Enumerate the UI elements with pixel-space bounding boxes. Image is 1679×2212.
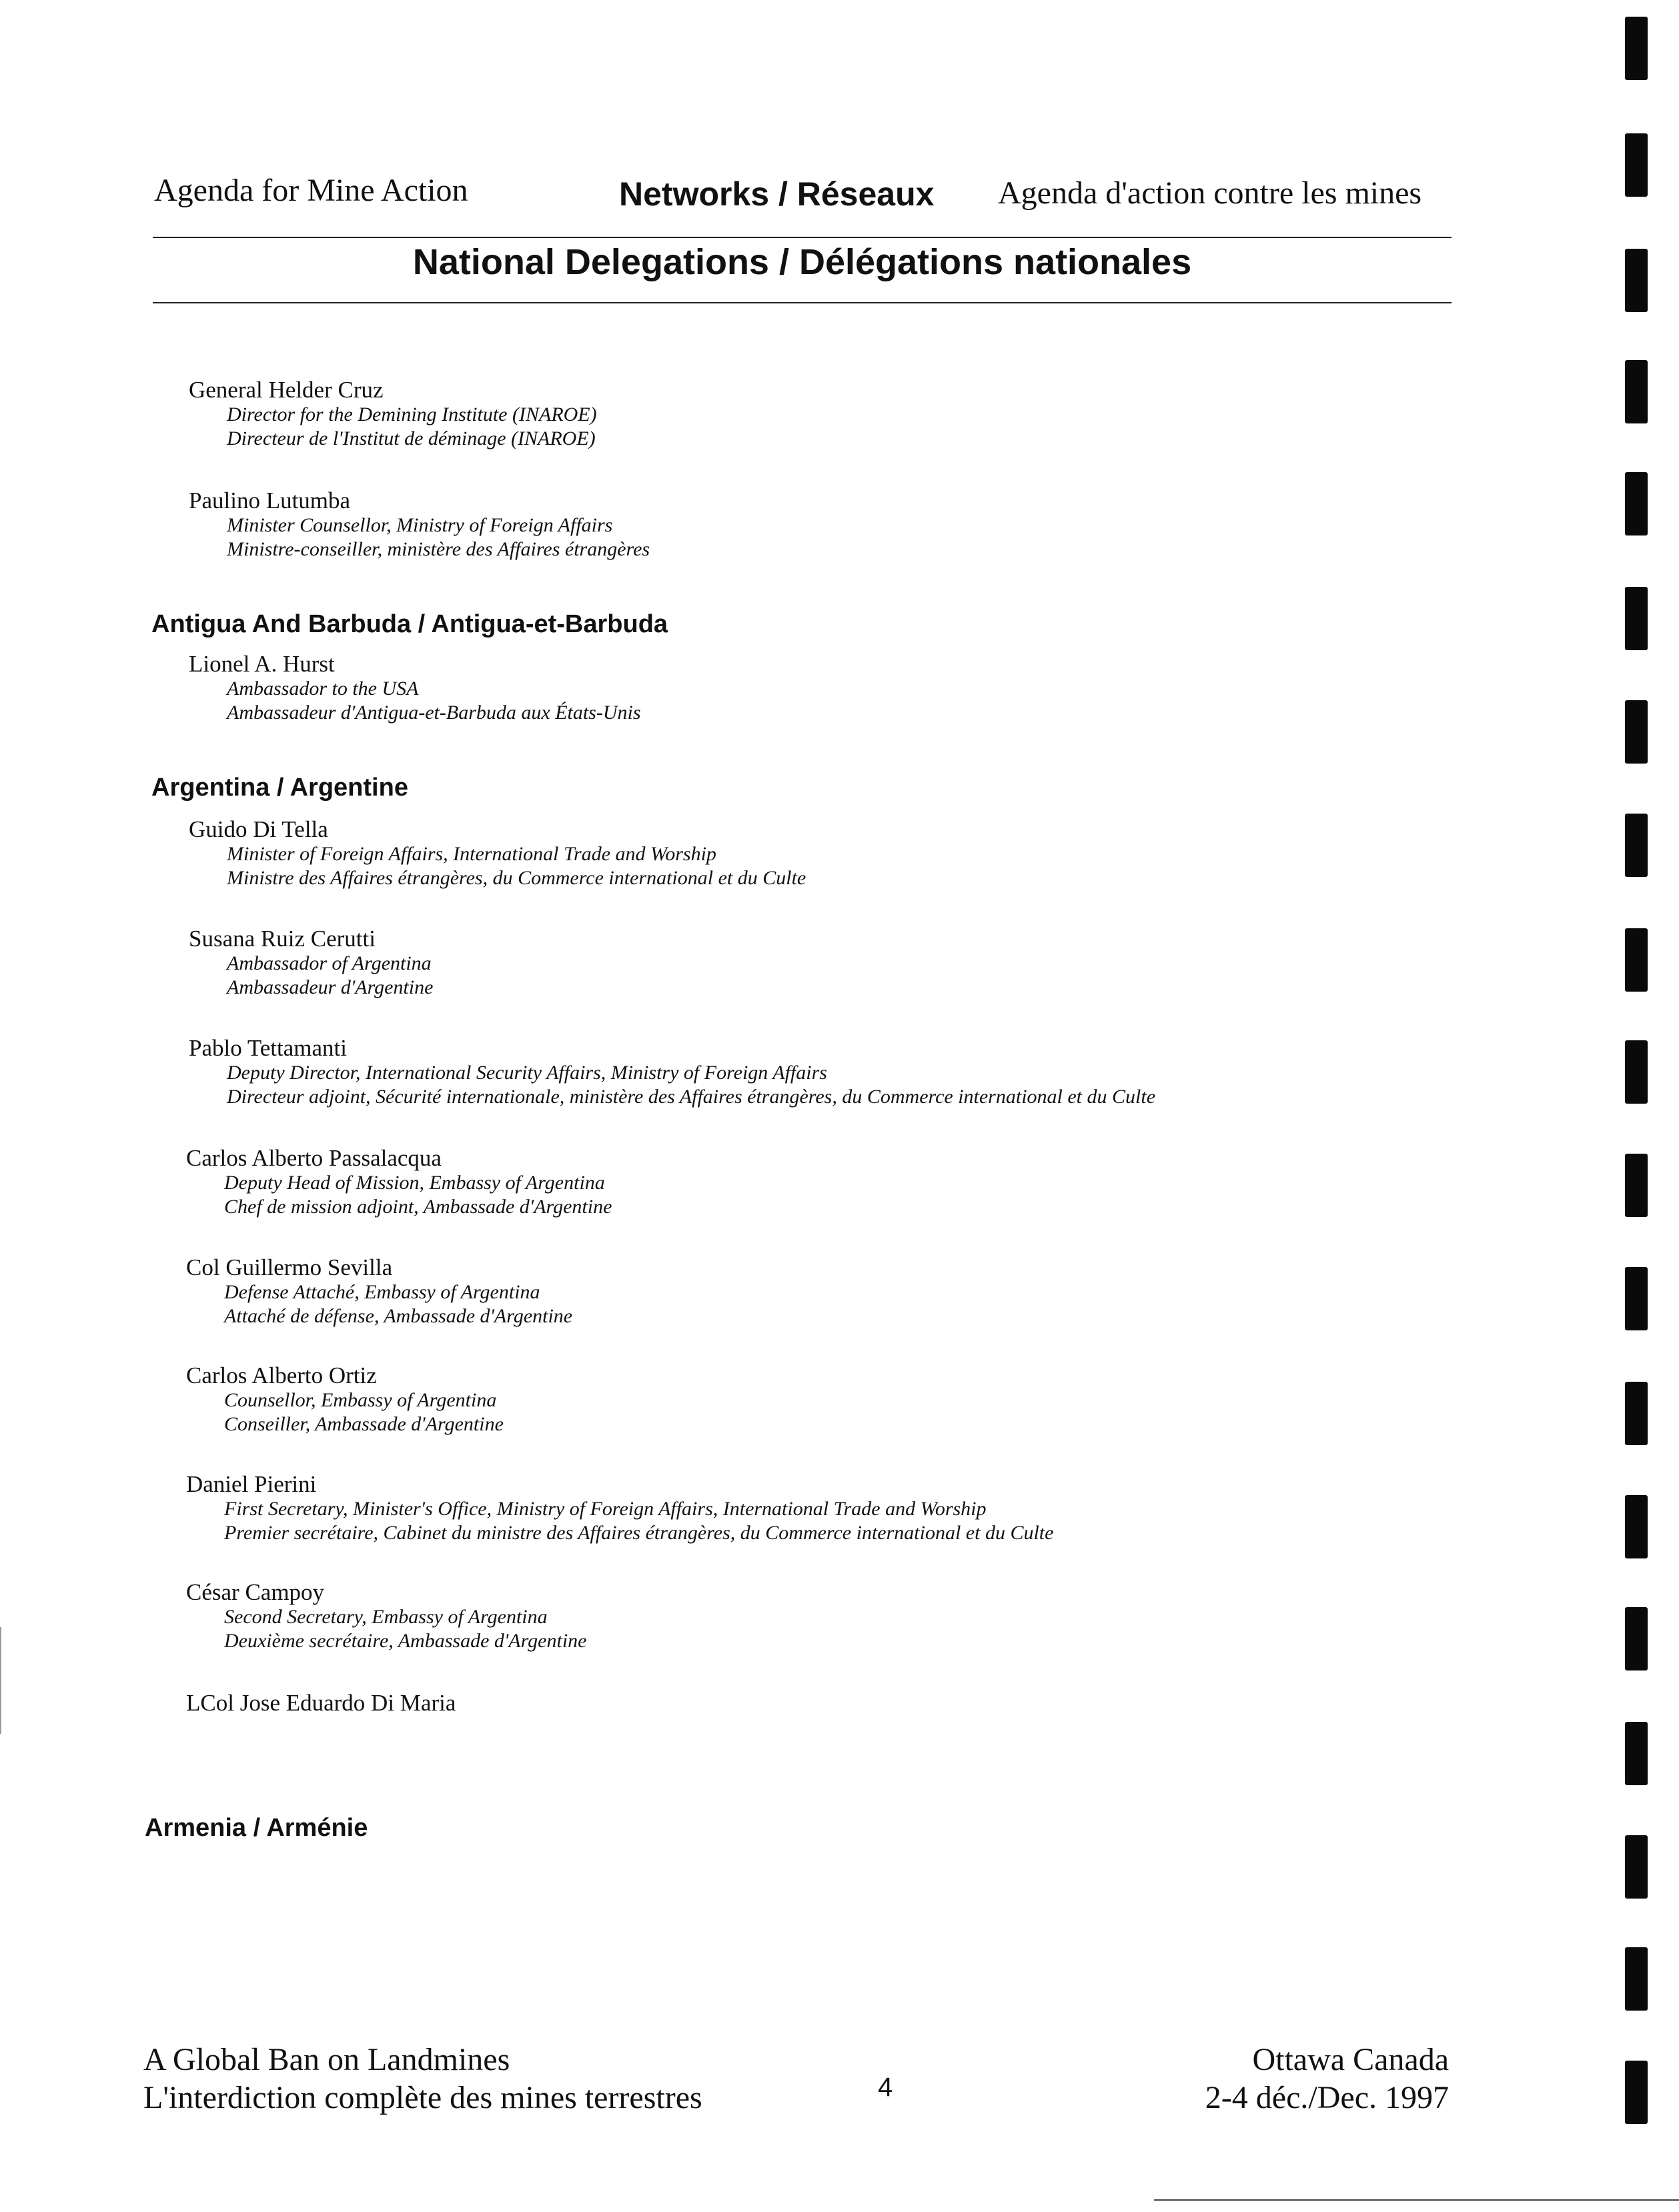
delegate-name: Lionel A. Hurst xyxy=(189,651,335,677)
delegate-entry xyxy=(186,1146,612,1219)
binding-mark xyxy=(1625,1382,1648,1445)
delegate-title-fr: Ambassadeur d'Antigua-et-Barbuda aux États-Unis xyxy=(227,702,641,724)
footer-left-line1: A Global Ban on Landmines xyxy=(143,2042,510,2077)
country-heading: Argentina / Argentine xyxy=(151,774,408,802)
delegate-title-fr: Deuxième secrétaire, Ambassade d'Argentine xyxy=(224,1630,587,1652)
binding-mark xyxy=(1625,1947,1648,2011)
delegate-title-en: Ambassador to the USA xyxy=(227,678,419,700)
binding-mark xyxy=(1625,587,1648,650)
delegate-title-en: First Secretary, Minister's Office, Ministry of Foreign Affairs, International Trade and Worship xyxy=(224,1498,987,1520)
delegate-title-en: Minister of Foreign Affairs, International Trade and Worship xyxy=(227,843,716,865)
delegate-name: Col Guillermo Sevilla xyxy=(186,1254,393,1280)
delegate-title-fr: Conseiller, Ambassade d'Argentine xyxy=(224,1413,504,1435)
delegate-title-en: Ambassador of Argentina xyxy=(227,952,432,974)
delegate-title-fr: Ministre des Affaires étrangères, du Commerce international et du Culte xyxy=(227,867,806,889)
delegate-entry xyxy=(189,652,641,725)
footer-right-line1: Ottawa Canada xyxy=(1252,2042,1449,2077)
page-title: National Delegations / Délégations nationales xyxy=(412,242,1192,282)
binding-mark xyxy=(1625,700,1648,764)
binding-mark xyxy=(1625,2061,1648,2124)
delegate-entry xyxy=(189,488,650,562)
binding-mark xyxy=(1625,1267,1648,1330)
delegate-name: Carlos Alberto Ortiz xyxy=(186,1362,377,1388)
delegate-title-en: Defense Attaché, Embassy of Argentina xyxy=(224,1281,540,1303)
delegate-entry xyxy=(186,1363,504,1436)
binding-mark xyxy=(1625,249,1648,312)
scan-edge-line xyxy=(1154,2199,1679,2201)
delegate-name: Guido Di Tella xyxy=(189,816,328,842)
binding-mark xyxy=(1625,472,1648,535)
binding-mark xyxy=(1625,1722,1648,1785)
footer-right xyxy=(1205,2041,1449,2117)
delegate-entry xyxy=(189,817,806,890)
footer-left xyxy=(143,2041,702,2117)
delegate-title-fr: Ambassadeur d'Argentine xyxy=(227,976,434,998)
binding-mark xyxy=(1625,1154,1648,1217)
page-number: 4 xyxy=(878,2073,893,2102)
delegate-title-fr: Ministre-conseiller, ministère des Affaires étrangères xyxy=(227,538,650,560)
binding-mark xyxy=(1625,17,1648,80)
footer-left-line2: L'interdiction complète des mines terrestres xyxy=(143,2080,702,2115)
delegate-entry xyxy=(189,926,433,1000)
binding-mark xyxy=(1625,928,1648,992)
delegate-title-fr: Directeur de l'Institut de déminage (INAROE) xyxy=(227,427,596,449)
delegate-name: Susana Ruiz Cerutti xyxy=(189,926,376,952)
header-section-title: Networks / Réseaux xyxy=(619,175,935,213)
scan-margin-line xyxy=(0,1627,1,1734)
delegate-title-fr: Directeur adjoint, Sécurité internationale, ministère des Affaires étrangères, du Commerce international et du Culte xyxy=(227,1086,1156,1108)
country-heading: Armenia / Arménie xyxy=(145,1814,368,1842)
binding-mark xyxy=(1625,1835,1648,1899)
delegate-entry xyxy=(186,1580,587,1653)
footer-right-line2: 2-4 déc./Dec. 1997 xyxy=(1205,2080,1449,2115)
binding-mark xyxy=(1625,360,1648,423)
delegate-name: César Campoy xyxy=(186,1579,325,1605)
binding-mark xyxy=(1625,814,1648,877)
country-heading: Antigua And Barbuda / Antigua-et-Barbuda xyxy=(151,610,668,638)
delegate-entry xyxy=(186,1691,456,1716)
delegate-name: LCol Jose Eduardo Di Maria xyxy=(186,1690,456,1716)
delegate-name: Daniel Pierini xyxy=(186,1471,317,1497)
delegate-name: Paulino Lutumba xyxy=(189,487,351,513)
delegate-title-en: Deputy Head of Mission, Embassy of Argentina xyxy=(224,1172,605,1194)
delegate-title-en: Deputy Director, International Security Affairs, Ministry of Foreign Affairs xyxy=(227,1062,827,1084)
delegate-name: General Helder Cruz xyxy=(189,377,384,403)
delegate-title-en: Minister Counsellor, Ministry of Foreign Affairs xyxy=(227,514,613,536)
delegate-title-en: Counsellor, Embassy of Argentina xyxy=(224,1389,497,1411)
delegate-entry xyxy=(186,1472,1053,1545)
header-left-title: Agenda for Mine Action xyxy=(154,173,468,208)
delegate-title-en: Director for the Demining Institute (INAROE) xyxy=(227,403,597,425)
delegate-title-fr: Chef de mission adjoint, Ambassade d'Argentine xyxy=(224,1196,612,1218)
delegate-name: Carlos Alberto Passalacqua xyxy=(186,1145,442,1171)
delegate-entry xyxy=(189,1036,1155,1109)
header-right-title: Agenda d'action contre les mines xyxy=(998,175,1422,211)
delegate-title-fr: Premier secrétaire, Cabinet du ministre des Affaires étrangères, du Commerce international et du Culte xyxy=(224,1522,1054,1544)
delegate-title-en: Second Secretary, Embassy of Argentina xyxy=(224,1606,548,1628)
binding-mark xyxy=(1625,133,1648,197)
header-rule-top xyxy=(153,237,1452,238)
delegate-title-fr: Attaché de défense, Ambassade d'Argentine xyxy=(224,1305,573,1327)
binding-mark xyxy=(1625,1495,1648,1558)
delegate-entry xyxy=(186,1255,572,1328)
delegate-entry xyxy=(189,377,597,451)
binding-mark xyxy=(1625,1040,1648,1104)
binding-mark xyxy=(1625,1607,1648,1671)
delegate-name: Pablo Tettamanti xyxy=(189,1035,348,1061)
header-rule-bottom xyxy=(153,302,1452,303)
